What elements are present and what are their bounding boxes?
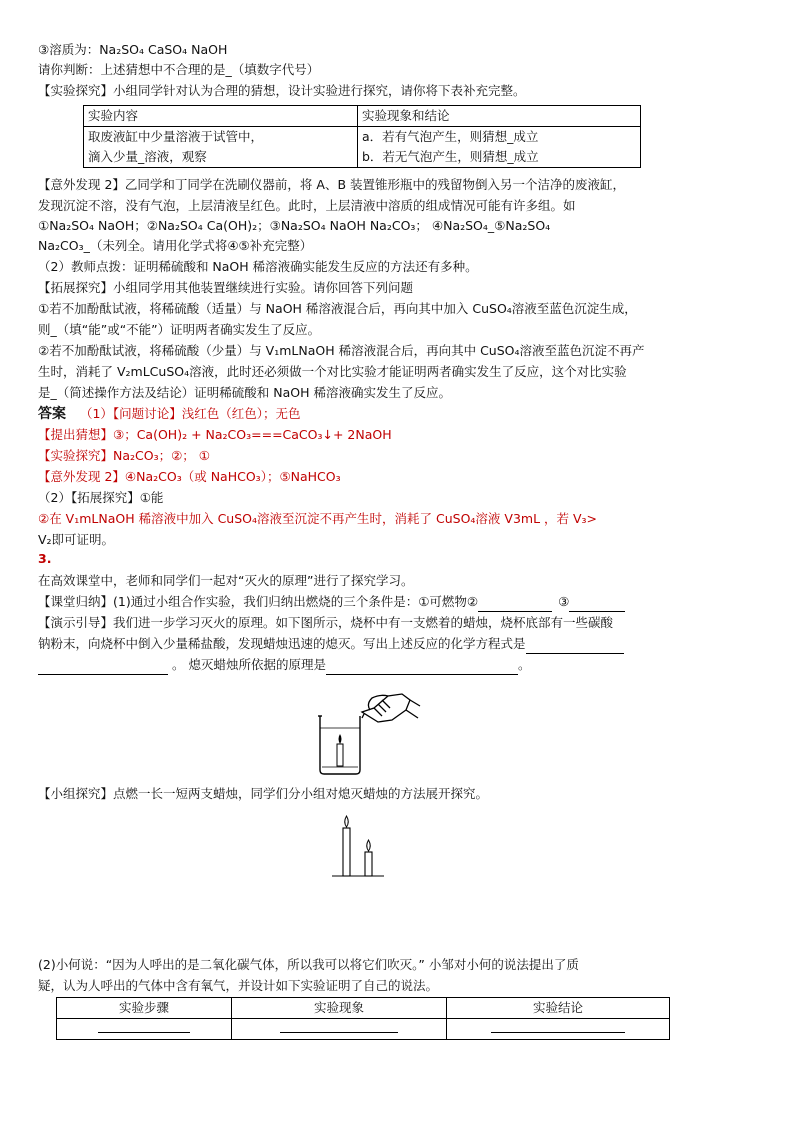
q3-principle-end: 。 (517, 657, 531, 672)
q3-principle-prompt: 。 熄灭蜡烛所依据的原理是 (172, 657, 326, 672)
extended-explore-intro: 【拓展探究】小组同学用其他装置继续进行实验。请你回答下列问题 (38, 280, 414, 295)
q3-summary-3: ③ (558, 594, 570, 609)
result-line-1: a．若有气泡产生，则猜想_成立 (362, 129, 539, 144)
short-candle-icon (365, 840, 372, 876)
header-conclusion: 实验结论 (447, 998, 670, 1019)
blank-principle[interactable] (326, 660, 518, 675)
q3-group-explore: 【小组探究】点燃一长一短两支蜡烛，同学们分小组对熄灭蜡烛的方法展开探究。 (38, 786, 489, 801)
extended-explore-q1: ①若不加酚酞试液，将稀硫酸（适量）与 NaOH 稀溶液混合后，再向其中加入 CuSO₄溶液至蓝色沉淀生成， (38, 301, 637, 316)
judgement-question: 请你判断：上述猜想中不合理的是_（填数字代号） (38, 62, 320, 77)
q3-demo-guide: 【演示引导】我们进一步学习灭火的原理。如下图所示，烧杯中有一支燃着的蜡烛，烧杯底部有一些碳酸 (38, 615, 614, 630)
table-cell-result (358, 127, 641, 168)
answer-2: 【提出猜想】③；Ca(OH)₂ + Na₂CO₃===CaCO₃↓+ 2NaOH (38, 427, 392, 442)
unexpected-finding-2-cont: 发现沉淀不溶，没有气泡，上层清液呈红色。此时，上层清液中溶质的组成情况可能有许多组。如 (38, 198, 576, 213)
content-line-1: 取废液缸中少量溶液于试管中， (88, 129, 264, 144)
breath-experiment-table (56, 997, 670, 1040)
blank-equation[interactable] (526, 639, 624, 654)
q3-equation-prompt: 钠粉末，向烧杯中倒入少量稀盐酸，发现蜡烛迅速的熄灭。写出上述反应的化学方程式是 (38, 636, 526, 651)
blank-phenomena[interactable] (280, 1020, 398, 1033)
cell-steps[interactable] (57, 1019, 232, 1040)
extended-explore-q2-cont: 生时，消耗了 V₂mLCuSO₄溶液，此时还必须做一个对比实验才能证明两者确实发生了反应，这个对比实验 (38, 364, 627, 379)
answer-1: （1）【问题讨论】浅红色（红色）；无色 (79, 406, 301, 421)
answer-5: （2）【拓展探究】①能 (38, 490, 164, 505)
teacher-hint: （2）教师点拨：证明稀硫酸和 NaOH 稀溶液确实能发生反应的方法还有多种。 (38, 259, 478, 274)
question-3-number: 3. (38, 551, 52, 566)
answer-6: ②在 V₁mLNaOH 稀溶液中加入 CuSO₄溶液至沉淀不再产生时，消耗了 CuSO₄溶液 V3mL ，若 V₃> (38, 511, 598, 526)
blank-condition-2[interactable] (478, 597, 552, 612)
cell-conclusion[interactable] (447, 1019, 670, 1040)
table-header-content: 实验内容 (84, 106, 358, 127)
q3-part2-cont: 疑，认为人呼出的气体中含有氧气，并设计如下实验证明了自己的说法。 (38, 978, 439, 993)
extended-explore-q2: ②若不加酚酞试液，将稀硫酸（少量）与 V₁mLNaOH 稀溶液混合后，再向其中 CuSO₄溶液至蓝色沉淀不再产 (38, 343, 645, 358)
q3-classroom-summary (38, 592, 625, 612)
solute-guess-3: ③溶质为：Na₂SO₄ CaSO₄ NaOH (38, 42, 228, 57)
header-phenomena: 实验现象 (232, 998, 447, 1019)
unexpected-finding-2: 【意外发现 2】乙同学和丁同学在洗刷仪器前，将 A、B 装置锥形瓶中的残留物倒入另一个洁净的废液缸， (38, 177, 626, 192)
q3-intro: 在高效课堂中，老师和同学们一起对“灭火的原理”进行了探究学习。 (38, 573, 414, 588)
extended-explore-q1-cont: 则_（填“能”或“不能”）证明两者确实发生了反应。 (38, 322, 321, 337)
extended-explore-q2-end: 是_（简述操作方法及结论）证明稀硫酸和 NaOH 稀溶液确实发生了反应。 (38, 385, 451, 400)
blank-condition-3[interactable] (569, 597, 625, 612)
q3-part2: (2)小何说：“因为人呼出的是二氧化碳气体，所以我可以将它们吹灭。” 小邹对小何的说法提出了质 (38, 957, 579, 972)
candle-icon (337, 734, 343, 766)
blank-equation-cont[interactable] (38, 660, 168, 675)
table-header-result: 实验现象和结论 (358, 106, 641, 127)
answer-7: V₂即可证明。 (38, 532, 115, 547)
header-steps: 实验步骤 (57, 998, 232, 1019)
solute-combinations-cont: Na₂CO₃_（未列全。请用化学式将④⑤补充完整） (38, 238, 313, 253)
content-line-2: 滴入少量_溶液，观察 (88, 149, 207, 164)
answer-3: 【实验探究】Na₂CO₃；②； ① (38, 448, 210, 463)
beaker-candle-figure (312, 688, 424, 776)
answer-label: 答案 (38, 406, 66, 422)
experiment-explore-intro: 【实验探究】小组同学针对认为合理的猜想，设计实验进行探究，请你将下表补充完整。 (38, 83, 526, 98)
pouring-hand-icon (362, 694, 420, 722)
answer-row-1 (38, 404, 300, 424)
q3-principle-row (38, 655, 531, 675)
long-candle-icon (343, 816, 350, 876)
blank-conclusion[interactable] (491, 1020, 625, 1033)
experiment-table (83, 105, 641, 168)
blank-steps[interactable] (98, 1020, 190, 1033)
result-line-2: b．若无气泡产生，则猜想_成立 (362, 149, 539, 164)
table-cell-content (84, 127, 358, 168)
solute-combinations: ①Na₂SO₄ NaOH；②Na₂SO₄ Ca(OH)₂；③Na₂SO₄ NaOH Na₂CO₃； ④Na₂SO₄_⑤Na₂SO₄ (38, 218, 551, 233)
two-candles-figure (330, 814, 390, 878)
answer-4: 【意外发现 2】④Na₂CO₃（或 NaHCO₃）；⑤NaHCO₃ (38, 469, 341, 484)
q3-demo-guide-cont (38, 634, 624, 654)
q3-summary-text: 【课堂归纳】(1)通过小组合作实验，我们归纳出燃烧的三个条件是：①可燃物② (38, 594, 479, 609)
cell-phenomena[interactable] (232, 1019, 447, 1040)
